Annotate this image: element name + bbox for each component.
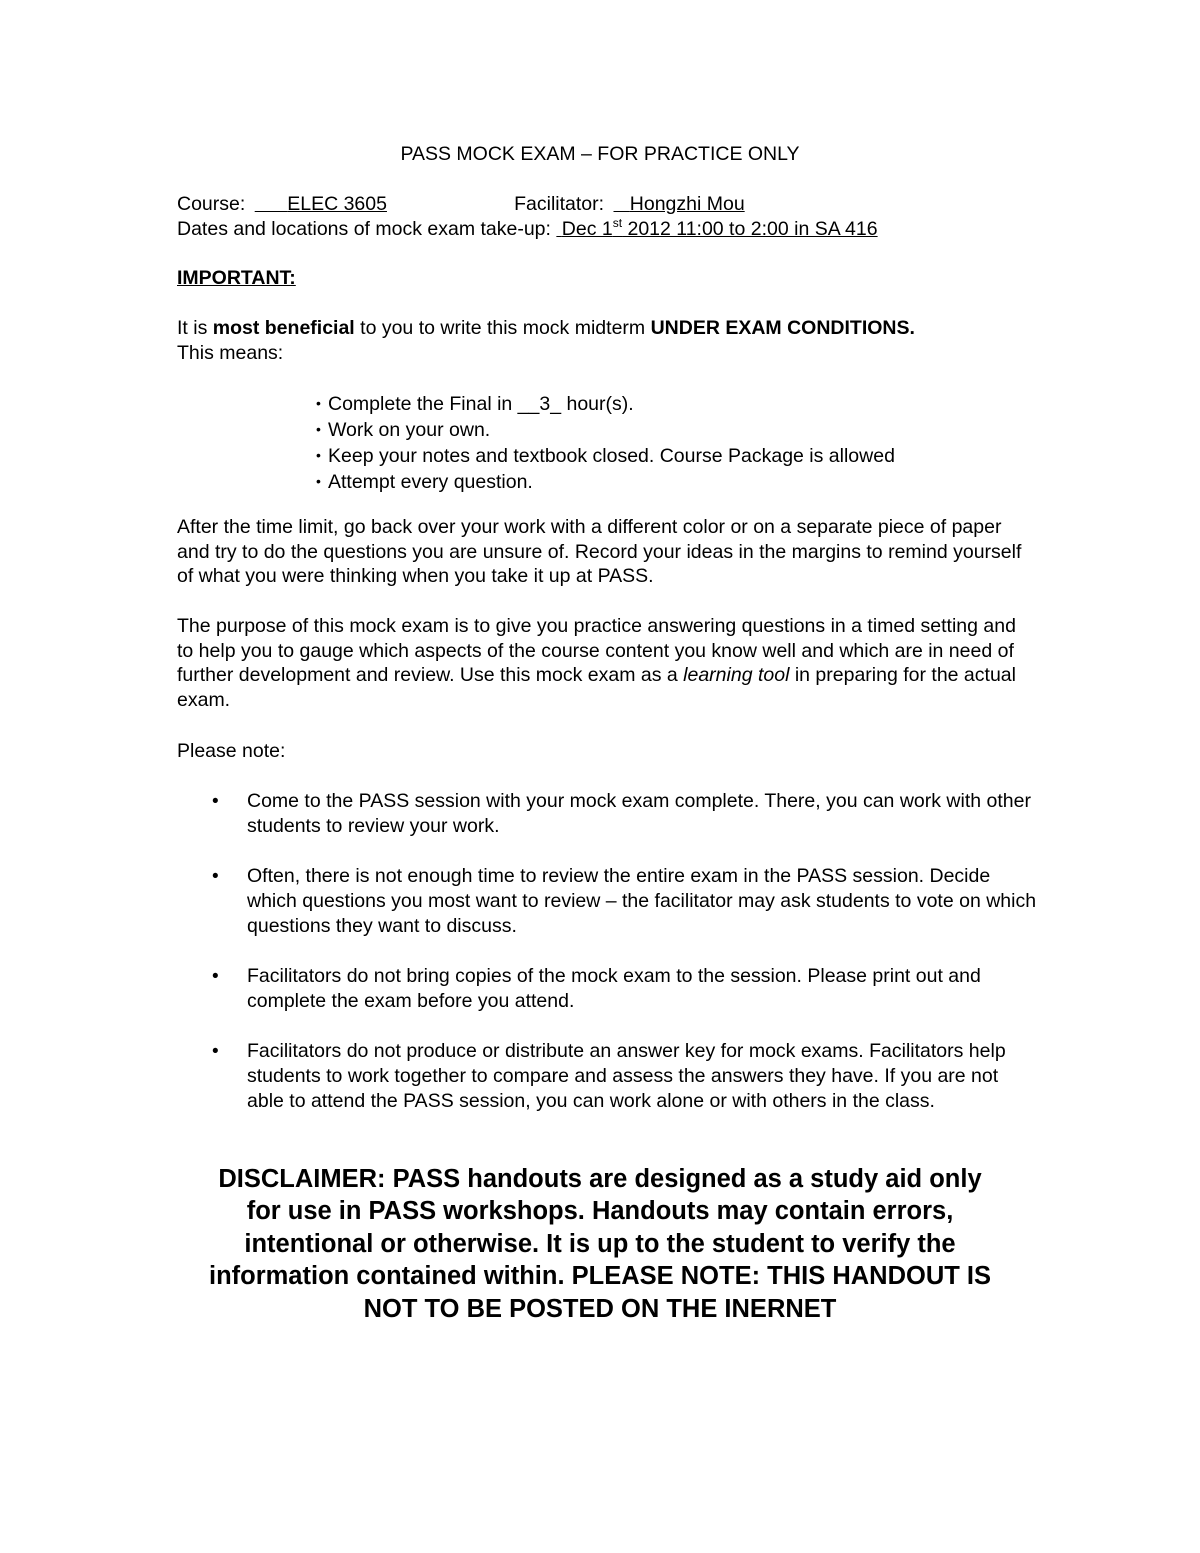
dates-value: Dec 1st 2012 11:00 to 2:00 in SA 416 xyxy=(561,216,878,240)
bullet-icon: • xyxy=(212,1041,219,1062)
list-item: • Complete the Final in __3_ hour(s). xyxy=(316,393,634,415)
dates-label: Dates and locations of mock exam take-up: xyxy=(177,218,551,240)
facilitator-label: Facilitator: xyxy=(514,193,605,215)
page-title: PASS MOCK EXAM – FOR PRACTICE ONLY xyxy=(400,143,800,165)
list-item: • Keep your notes and textbook closed. Course Package is allowed xyxy=(316,445,895,467)
bullet-icon: • xyxy=(316,395,321,411)
list-item: • Facilitators do not bring copies of the mock exam to the session. Please print out and complete the exam before you attend. xyxy=(212,965,981,1012)
bullet-icon: • xyxy=(316,447,321,463)
bullet-icon: • xyxy=(212,866,219,887)
list-item: • Work on your own. xyxy=(316,419,491,441)
important-intro-line2: This means: xyxy=(177,342,284,364)
conditions-list xyxy=(316,391,895,495)
course-line xyxy=(177,192,864,217)
list-item: • Often, there is not enough time to review the entire exam in the PASS session. Decide which questions you most want to review – the facilitator may ask students to vote on which questions they want to discuss. xyxy=(212,865,1037,937)
bullet-icon: • xyxy=(212,966,219,987)
bullet-icon: • xyxy=(316,473,321,489)
bullet-icon: • xyxy=(316,421,321,437)
course-value: ELEC 3605 xyxy=(287,193,387,215)
purpose-paragraph: The purpose of this mock exam is to give you practice answering questions in a timed setting and to help you to gauge which aspects of the course content you know well and which are in need of further development and review. Use this mock exam as a learning tool in preparing for the actual exam. xyxy=(177,615,1016,711)
after-time-paragraph: After the time limit, go back over your work with a different color or on a separate piece of paper and try to do the questions you are unsure of. Record your ideas in the margins to remind yourself of what you were thinking when you take it up at PASS. xyxy=(177,516,1022,588)
notes-list xyxy=(177,789,1037,1114)
please-note-label: Please note: xyxy=(177,740,286,762)
dates-line xyxy=(177,217,878,244)
facilitator-value: Hongzhi Mou xyxy=(629,193,745,215)
bullet-icon: • xyxy=(212,791,219,812)
course-label: Course: xyxy=(177,193,246,215)
list-item: • Attempt every question. xyxy=(316,471,533,493)
important-intro: It is most beneficial to you to write this mock midterm UNDER EXAM CONDITIONS. xyxy=(177,317,915,339)
list-item: • Facilitators do not produce or distribute an answer key for mock exams. Facilitators help students to work together to compare and assess the answers they have. If you are not able to attend the PASS session, you can work alone or with others in the class. xyxy=(212,1040,1006,1112)
list-item: • Come to the PASS session with your mock exam complete. There, you can work with other students to review your work. xyxy=(212,790,1031,837)
important-heading: IMPORTANT: xyxy=(177,267,296,289)
disclaimer: DISCLAIMER: PASS handouts are designed as a study aid only for use in PASS workshops. Handouts may contain errors, intentional or otherwise. It is up to the student to verify the information contained within. PLEASE NOTE: THIS HANDOUT IS NOT TO BE POSTED ON THE INERNET xyxy=(208,1165,991,1323)
